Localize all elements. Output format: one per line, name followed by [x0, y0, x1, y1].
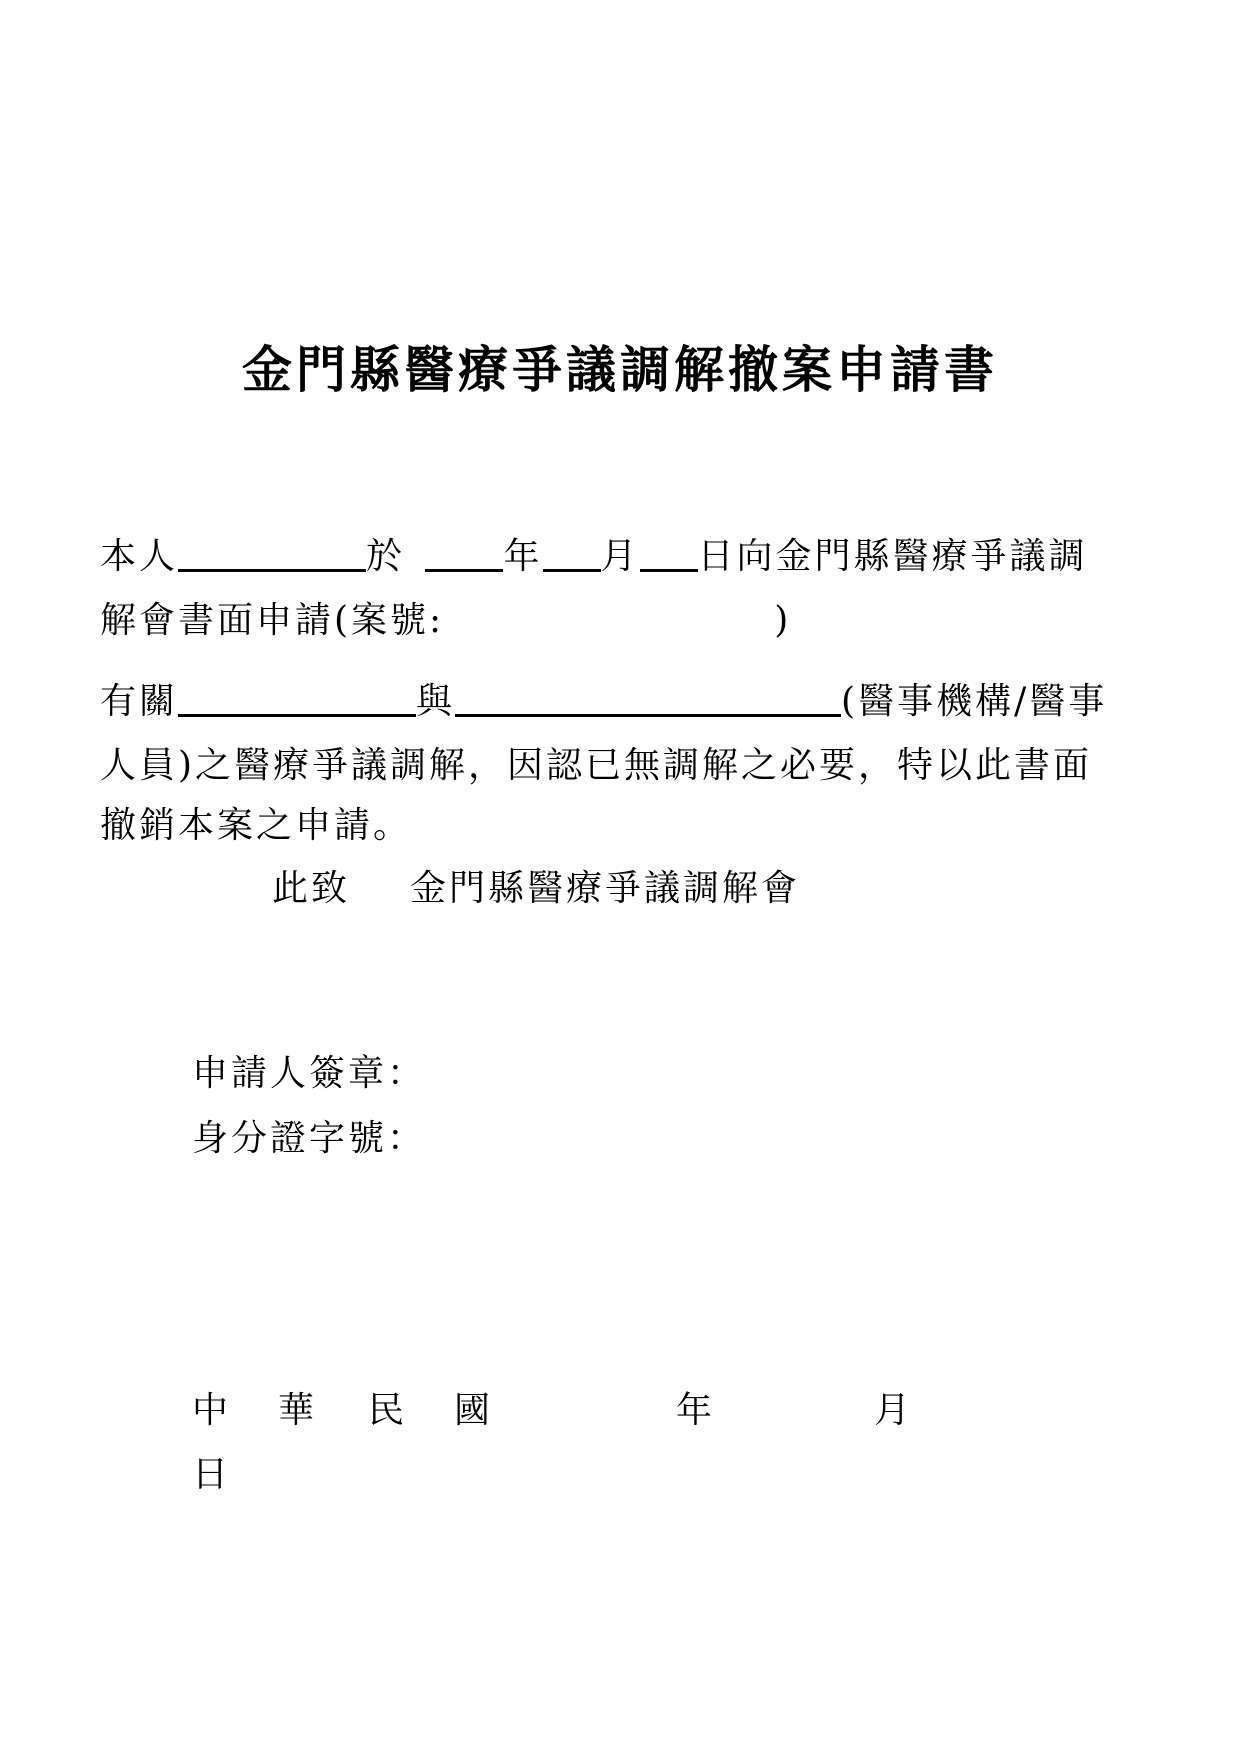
date-char-1: 中 — [192, 1390, 232, 1431]
date-char-3: 民 — [368, 1390, 408, 1431]
date-line — [192, 1382, 1192, 1432]
date-day: 日 — [192, 1454, 232, 1495]
text-case-number: 解會書面申請(案號: — [100, 600, 445, 641]
name-blank[interactable] — [178, 537, 366, 572]
year-blank[interactable] — [425, 537, 503, 572]
text-day-rest: 日向金門縣醫療爭議調 — [697, 536, 1088, 577]
text-applicant: 本人 — [100, 536, 179, 577]
date-month: 月 — [874, 1390, 914, 1431]
text-month: 月 — [600, 536, 640, 577]
date-year: 年 — [676, 1390, 716, 1431]
salutation — [272, 860, 800, 911]
para2-line2: 人員)之醫療爭議調解，因認已無調解之必要，特以此書面 — [100, 745, 1093, 786]
text-institution: (醫事機構/醫事 — [841, 681, 1108, 722]
text-on: 於 — [366, 536, 406, 577]
text-regarding: 有關 — [100, 681, 179, 722]
id-number-label: 身分證字號： — [192, 1118, 427, 1159]
page-title: 金門縣醫療爭議調解撤案申請書 — [242, 341, 998, 399]
date-char-4: 國 — [454, 1390, 494, 1431]
para2-line1 — [100, 673, 1107, 724]
text-close-paren: ) — [774, 600, 792, 641]
para1-line1 — [100, 528, 1088, 579]
salutation-prefix: 此致 — [272, 868, 351, 909]
month-blank[interactable] — [543, 537, 601, 572]
party-blank[interactable] — [178, 682, 416, 717]
para1-line2 — [100, 592, 791, 643]
date-char-2: 華 — [278, 1390, 318, 1431]
applicant-signature-label: 申請人簽章： — [192, 1053, 427, 1094]
text-year: 年 — [503, 536, 543, 577]
salutation-recipient: 金門縣醫療爭議調解會 — [410, 868, 801, 909]
para2-line3: 撤銷本案之申請。 — [100, 805, 413, 846]
day-blank[interactable] — [640, 537, 698, 572]
text-and: 與 — [416, 681, 456, 722]
institution-blank[interactable] — [455, 682, 841, 717]
